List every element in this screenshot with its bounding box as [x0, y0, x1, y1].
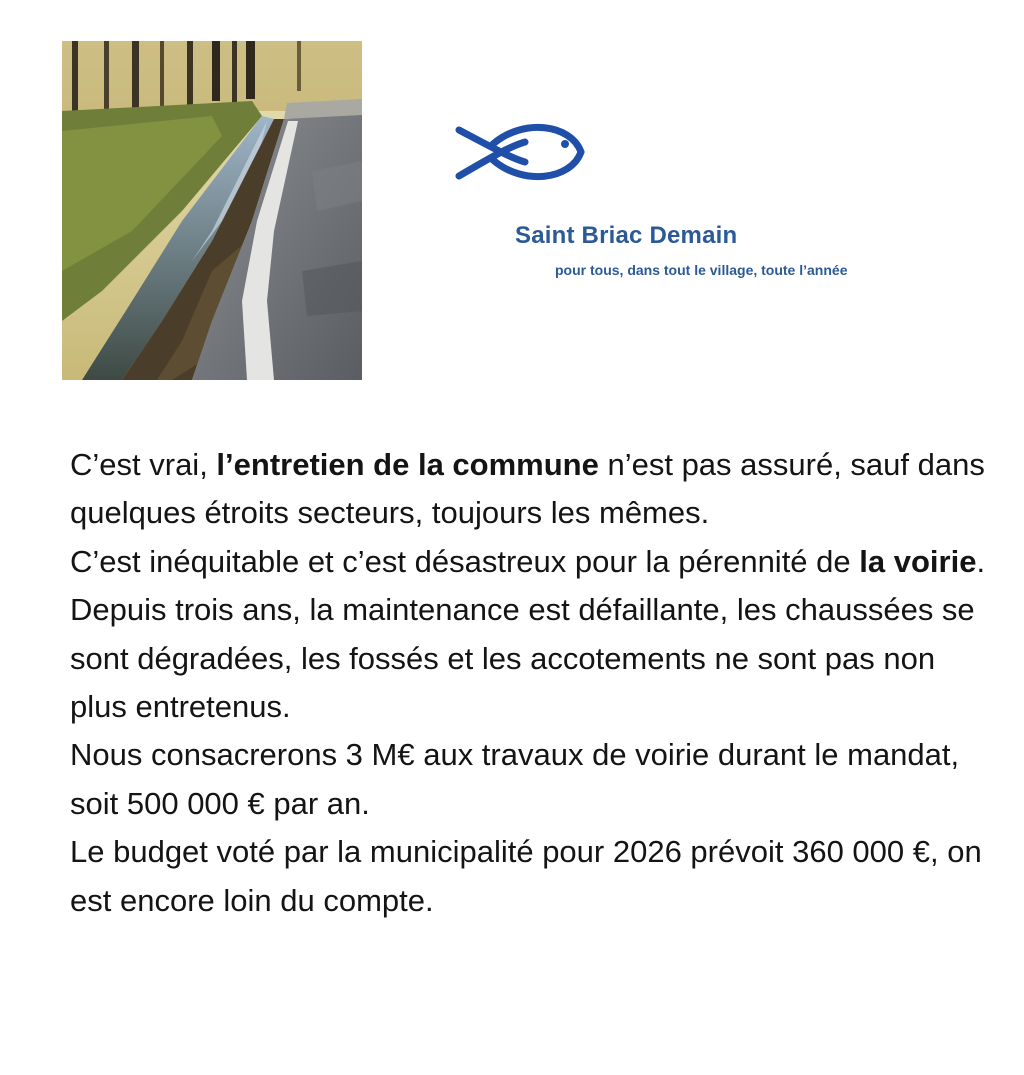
- paragraph-degradation: Depuis trois ans, la maintenance est défaillante, les chaussées se sont dégradées, les fossés et les accotements ne sont pas non plus entretenus.: [70, 592, 975, 725]
- paragraph-budget: Le budget voté par la municipalité pour 2026 prévoit 360 000 €, on est encore loin du compte.: [70, 834, 982, 918]
- emphasis-entretien: l’entretien de la commune: [216, 447, 599, 482]
- brand-name: Saint Briac Demain: [515, 222, 738, 249]
- country-road-ditch-photo: [62, 41, 362, 380]
- fish-logo: [453, 120, 587, 186]
- paragraph-inequity: C’est inéquitable et c’est désastreux pour la pérennité de la voirie.: [70, 543, 986, 579]
- emphasis-voirie: la voirie: [859, 543, 977, 579]
- paragraph-commitment: Nous consacrerons 3 M€ aux travaux de voirie durant le mandat, soit 500 000 € par an.: [70, 737, 960, 821]
- road-photo: [62, 41, 362, 380]
- brand-tagline: pour tous, dans tout le village, toute l’année: [555, 262, 848, 278]
- paragraph-maintenance: C’est vrai, l’entretien de la commune n’est pas assuré, sauf dans quelques étroits secteurs, toujours les mêmes.: [70, 447, 985, 531]
- fish-icon: [453, 120, 587, 186]
- body-text: [70, 441, 1000, 925]
